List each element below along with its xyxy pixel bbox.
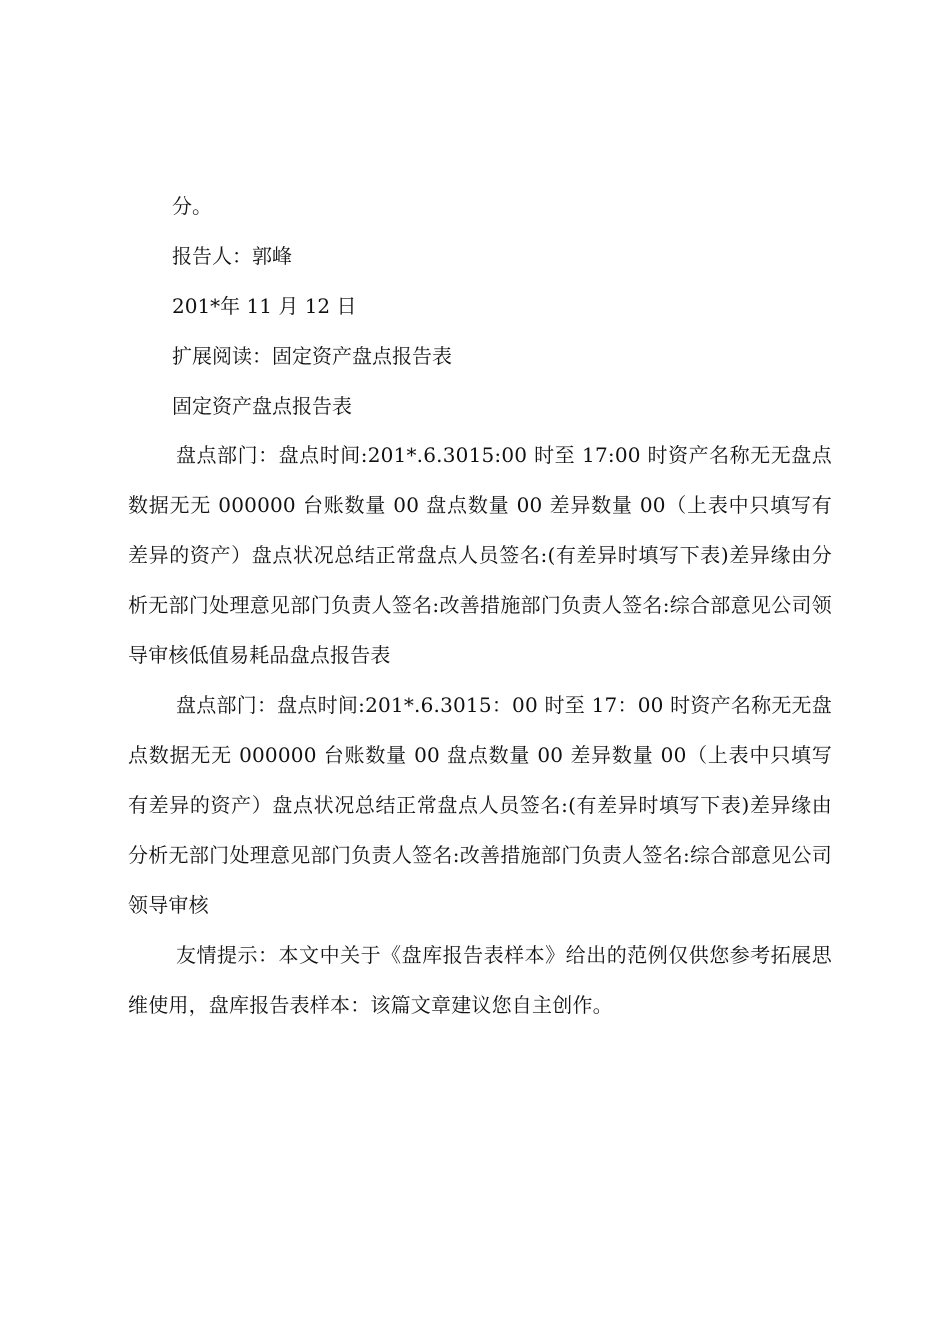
reporter-line: 报告人：郭峰: [172, 244, 292, 268]
continuation-text: 分。: [172, 194, 212, 218]
extended-reading-heading: 扩展阅读：固定资产盘点报告表: [172, 344, 452, 368]
report-date: 201*年 11 月 12 日: [172, 294, 357, 318]
inventory-paragraph-2: 盘点部门：盘点时间:201*.6.3015：00 时至 17：00 时资产名称无无盘点数据无无 000000 台账数量 00 盘点数量 00 差异数量 00（上表中只填写有差异的资产）盘点状况总结正常盘点人员签名:(有差异时填写下表)差异缘由分析无部门处理意见部门负责人签名:改善措施部门负责人签名:综合部意见公司领导审核: [128, 693, 832, 917]
section-title: 固定资产盘点报告表: [172, 394, 352, 418]
inventory-paragraph-1: 盘点部门：盘点时间:201*.6.3015:00 时至 17:00 时资产名称无无盘点数据无无 000000 台账数量 00 盘点数量 00 差异数量 00（上表中只填写有差异的资产）盘点状况总结正常盘点人员签名:(有差异时填写下表)差异缘由分析无部门处理意见部门负责人签名:改善措施部门负责人签名:综合部意见公司领导审核低值易耗品盘点报告表: [128, 443, 832, 667]
friendly-tip-paragraph: 友情提示：本文中关于《盘库报告表样本》给出的范例仅供您参考拓展思维使用，盘库报告表样本：该篇文章建议您自主创作。: [128, 943, 832, 1017]
